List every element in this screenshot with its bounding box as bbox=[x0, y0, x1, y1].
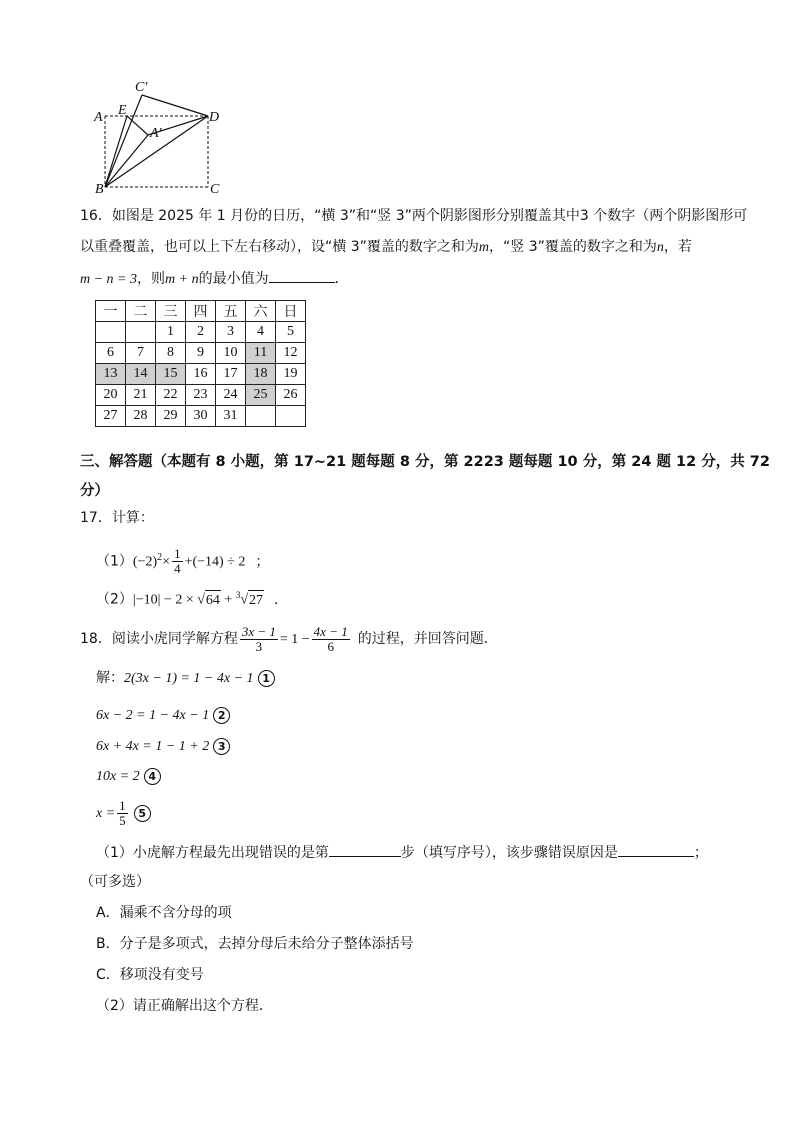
calendar-row bbox=[96, 406, 306, 427]
calendar-day-cell: 24 bbox=[216, 385, 246, 406]
q17-p2-label: （2） bbox=[96, 591, 133, 608]
q16-line2a: 以重叠覆盖，也可以上下左右移动），设“横 3”覆盖的数字之和为 bbox=[80, 239, 479, 255]
q17-p1-exp: 2 bbox=[157, 552, 163, 563]
q16-line1 bbox=[80, 206, 747, 226]
line-c-prime-d bbox=[142, 95, 208, 116]
q18-step2-mark: 2 bbox=[213, 707, 230, 724]
q17-p2-rad1: 64 bbox=[205, 590, 221, 611]
label-e: E bbox=[118, 103, 127, 118]
q18-den1: 3 bbox=[255, 638, 263, 654]
calendar-header-cell: 四 bbox=[186, 301, 216, 322]
q18-step4-expr: 10x = 2 bbox=[96, 769, 140, 784]
q18-multi-text: （可多选） bbox=[80, 874, 150, 890]
label-a: A bbox=[94, 110, 103, 125]
q17-p1-end: ； bbox=[255, 553, 270, 570]
line-e-b bbox=[105, 116, 127, 187]
q16-answer-blank[interactable] bbox=[269, 268, 335, 283]
q18-step2-expr: 6x − 2 = 1 − 4x − 1 bbox=[96, 708, 210, 723]
calendar-day-cell: 17 bbox=[216, 364, 246, 385]
q18-step4-mark: 4 bbox=[144, 768, 161, 785]
q18-reason-blank[interactable] bbox=[618, 842, 694, 857]
q18-num2: 4x − 1 bbox=[313, 623, 348, 639]
calendar-row bbox=[96, 343, 306, 364]
q18-frac2 bbox=[312, 625, 350, 654]
q16-line2 bbox=[80, 237, 692, 258]
q17-title bbox=[80, 508, 154, 528]
q17-p2-end: ． bbox=[274, 591, 288, 608]
calendar-day-cell: 19 bbox=[276, 364, 306, 385]
q18-step5-num: 1 bbox=[119, 797, 126, 813]
q18-frac1 bbox=[240, 625, 278, 654]
q18-title bbox=[80, 622, 498, 657]
calendar-day-cell: 29 bbox=[156, 406, 186, 427]
calendar-row bbox=[96, 364, 306, 385]
q18-step1-expr: 2(3x − 1) = 1 − 4x − 1 bbox=[124, 671, 254, 686]
calendar-header-cell: 三 bbox=[156, 301, 186, 322]
section3-heading-line2 bbox=[80, 481, 109, 501]
calendar-day-cell: 20 bbox=[96, 385, 126, 406]
calendar-header-cell: 一 bbox=[96, 301, 126, 322]
q18-sub1 bbox=[96, 842, 708, 863]
q18-step5-mark: 5 bbox=[134, 805, 151, 822]
q18-multi bbox=[80, 872, 150, 892]
calendar-day-cell: 10 bbox=[216, 343, 246, 364]
q18-option-a-text: A．漏乘不含分母的项 bbox=[96, 905, 232, 921]
calendar-header-cell: 二 bbox=[126, 301, 156, 322]
calendar-day-cell bbox=[126, 322, 156, 343]
calendar-header-cell: 五 bbox=[216, 301, 246, 322]
q16-line2c: ，若 bbox=[663, 239, 692, 255]
q16-expr: m + n bbox=[165, 272, 199, 287]
q17-p2-b: + bbox=[220, 592, 236, 608]
q18-step3-mark: 3 bbox=[213, 738, 230, 755]
calendar-day-cell: 13 bbox=[96, 364, 126, 385]
q17-p2-root: √ bbox=[240, 592, 248, 608]
q17-p1-frac bbox=[172, 547, 183, 576]
q18-sub1-a: （1）小虎解方程最先出现错误的是第 bbox=[96, 845, 329, 861]
q16-line1-text: 16．如图是 2025 年 1 月份的日历，“横 3”和“竖 3”两个阴影图形分别覆盖其中3 个数字（两个阴影图形可 bbox=[80, 208, 748, 224]
q18-sub2 bbox=[96, 996, 273, 1016]
q17-p1-a: (−2) bbox=[132, 554, 158, 570]
q18-sub1-b: 步（填写序号），该步骤错误原因是 bbox=[400, 845, 618, 861]
var-m: m bbox=[478, 240, 489, 255]
calendar-day-cell: 1 bbox=[156, 322, 186, 343]
q18-sub2-text: （2）请正确解出这个方程． bbox=[96, 998, 273, 1014]
calendar-day-cell: 4 bbox=[246, 322, 276, 343]
q18-step5 bbox=[96, 796, 151, 831]
calendar-header-cell: 六 bbox=[246, 301, 276, 322]
q18-option-c bbox=[96, 965, 204, 985]
calendar-day-cell bbox=[96, 322, 126, 343]
calendar-day-cell bbox=[246, 406, 276, 427]
calendar-day-cell: 16 bbox=[186, 364, 216, 385]
label-b: B bbox=[95, 182, 104, 197]
q18-title-a: 18．阅读小虎同学解方程 bbox=[80, 631, 238, 647]
q18-option-c-text: C．移项没有变号 bbox=[96, 967, 204, 983]
q16-line3b: 的最小值为 bbox=[198, 271, 269, 287]
q17-p1-c: +(−14) ÷ 2 bbox=[184, 554, 246, 570]
q18-step5-lhs: x = bbox=[96, 806, 116, 821]
q17-p1-b: × bbox=[162, 554, 171, 570]
calendar-day-cell bbox=[276, 406, 306, 427]
label-a-prime: A′ bbox=[150, 126, 162, 141]
q18-title-b: 的过程，并回答问题． bbox=[357, 631, 498, 647]
section3-line1-text: 三、解答题（本题有 8 小题，第 17~21 题每题 8 分，第 2223 题每题 10 分，第 24 题 12 分，共 72 bbox=[80, 454, 770, 470]
q18-eq-mid: = 1 − bbox=[279, 632, 310, 647]
calendar-day-cell: 8 bbox=[156, 343, 186, 364]
q18-option-b bbox=[96, 934, 414, 954]
q18-step-blank[interactable] bbox=[329, 842, 401, 857]
calendar-day-cell: 12 bbox=[276, 343, 306, 364]
q18-option-b-text: B．分子是多项式，去掉分母后未给分子整体添括号 bbox=[96, 936, 414, 952]
calendar-day-cell: 23 bbox=[186, 385, 216, 406]
calendar-day-cell: 3 bbox=[216, 322, 246, 343]
label-c: C bbox=[210, 182, 220, 197]
q16-line3a: ，则 bbox=[137, 271, 166, 287]
var-n: n bbox=[656, 240, 664, 255]
q18-sub1-end: ； bbox=[693, 845, 708, 861]
section3-line2-text: 分） bbox=[80, 483, 109, 499]
calendar-day-cell: 9 bbox=[186, 343, 216, 364]
calendar-day-cell: 25 bbox=[246, 385, 276, 406]
calendar-day-cell: 15 bbox=[156, 364, 186, 385]
q16-condition: m − n = 3 bbox=[80, 272, 138, 287]
line-a-prime-b bbox=[105, 135, 148, 187]
q17-p1-den: 4 bbox=[174, 561, 181, 577]
calendar-day-cell: 30 bbox=[186, 406, 216, 427]
calendar-day-cell: 27 bbox=[96, 406, 126, 427]
calendar-day-cell: 26 bbox=[276, 385, 306, 406]
calendar-day-cell: 7 bbox=[126, 343, 156, 364]
calendar-day-cell: 6 bbox=[96, 343, 126, 364]
calendar-day-cell: 14 bbox=[126, 364, 156, 385]
q16-end: ． bbox=[334, 271, 349, 287]
calendar-day-cell: 31 bbox=[216, 406, 246, 427]
q18-step5-frac bbox=[117, 799, 128, 828]
calendar-day-cell: 2 bbox=[186, 322, 216, 343]
q17-p2-rad2: 27 bbox=[248, 590, 264, 611]
q18-step5-den: 5 bbox=[119, 812, 126, 828]
calendar-day-cell: 22 bbox=[156, 385, 186, 406]
calendar-row bbox=[96, 322, 306, 343]
q17-title-text: 17．计算： bbox=[80, 510, 154, 526]
q18-option-a bbox=[96, 903, 232, 923]
q18-step3 bbox=[96, 736, 230, 757]
calendar-day-cell: 28 bbox=[126, 406, 156, 427]
q17-part2 bbox=[96, 585, 288, 611]
geometry-figure bbox=[90, 75, 230, 200]
calendar-header-cell: 日 bbox=[276, 301, 306, 322]
q18-den2: 6 bbox=[327, 638, 334, 654]
calendar-day-cell: 21 bbox=[126, 385, 156, 406]
q18-step3-expr: 6x + 4x = 1 − 1 + 2 bbox=[96, 739, 210, 754]
q18-step1 bbox=[96, 668, 275, 689]
q17-p1-num: 1 bbox=[174, 546, 181, 562]
q17-p2-a: |−10| − 2 × √ bbox=[132, 592, 205, 608]
section3-heading-line1 bbox=[80, 452, 770, 472]
q18-num1: 3x − 1 bbox=[241, 623, 276, 639]
q17-p1-label: （1） bbox=[96, 553, 133, 570]
q18-step2 bbox=[96, 705, 230, 726]
q17-p2-root-index: 3 bbox=[235, 590, 241, 600]
q18-step1-mark: 1 bbox=[258, 670, 275, 687]
q16-line2b: ，“竖 3”覆盖的数字之和为 bbox=[489, 239, 657, 255]
label-d: D bbox=[209, 110, 220, 125]
q18-sol-label: 解： bbox=[96, 670, 124, 686]
q17-part1 bbox=[96, 542, 269, 579]
calendar-header-row bbox=[96, 301, 306, 322]
q18-step4 bbox=[96, 766, 161, 787]
q16-line3 bbox=[80, 268, 349, 290]
calendar-day-cell: 18 bbox=[246, 364, 276, 385]
calendar-day-cell: 5 bbox=[276, 322, 306, 343]
calendar-table bbox=[95, 300, 306, 427]
label-c-prime: C′ bbox=[135, 80, 148, 95]
calendar-row bbox=[96, 385, 306, 406]
calendar-day-cell: 11 bbox=[246, 343, 276, 364]
